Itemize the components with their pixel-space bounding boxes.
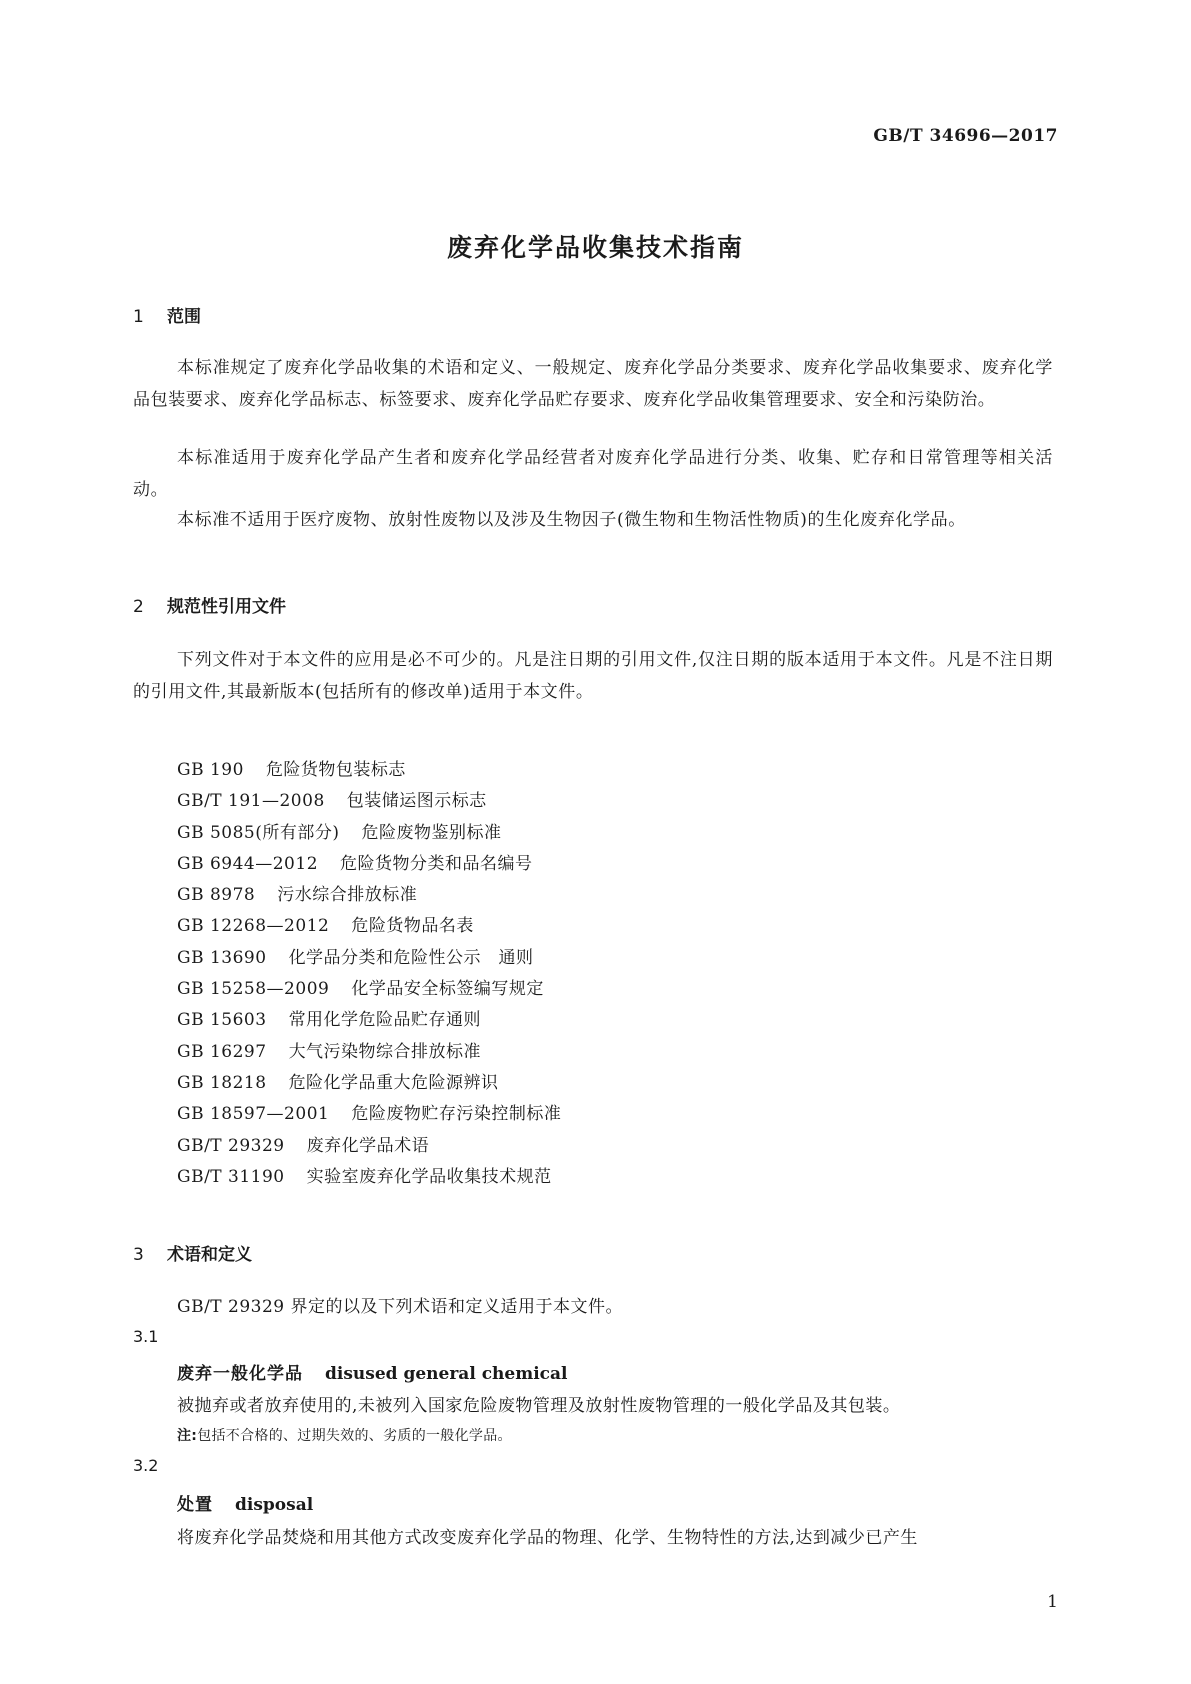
reference-item	[177, 1068, 561, 1099]
reference-code: GB/T 31190	[177, 1166, 285, 1187]
reference-title: 污水综合排放标准	[277, 885, 418, 906]
reference-code: GB 18218	[177, 1072, 267, 1093]
reference-code: GB/T 29329	[177, 1135, 285, 1156]
scope-paragraph-2: 本标准适用于废弃化学品产生者和废弃化学品经营者对废弃化学品进行分类、收集、贮存和日常管理等相关活动。	[133, 448, 1053, 500]
scope-paragraph-3: 本标准不适用于医疗废物、放射性废物以及涉及生物因子(微生物和生物活性物质)的生化废弃化学品。	[177, 510, 966, 530]
term-note	[177, 1425, 512, 1445]
reference-item	[177, 943, 561, 974]
reference-item	[177, 1037, 561, 1068]
scope-paragraph-1: 本标准规定了废弃化学品收集的术语和定义、一般规定、废弃化学品分类要求、废弃化学品收集要求、废弃化学品包装要求、废弃化学品标志、标签要求、废弃化学品贮存要求、废弃化学品收集管理要求、安全和污染防治。	[133, 358, 1053, 410]
reference-title: 包装储运图示标志	[346, 791, 487, 812]
reference-code: GB 13690	[177, 947, 267, 968]
reference-item	[177, 818, 561, 849]
reference-code: GB 15603	[177, 1010, 267, 1031]
section-number: 2	[133, 597, 144, 617]
reference-code: GB 12268—2012	[177, 916, 330, 937]
page-number: 1	[1047, 1592, 1058, 1612]
reference-list	[177, 755, 561, 1193]
reference-item	[177, 911, 561, 942]
section-title: 规范性引用文件	[167, 597, 286, 617]
section-title: 范围	[167, 307, 201, 327]
section-3-heading	[133, 1240, 252, 1265]
section-title: 术语和定义	[167, 1245, 252, 1265]
reference-title: 危险货物包装标志	[265, 760, 406, 780]
term-english: disused general chemical	[325, 1364, 568, 1384]
note-text: 包括不合格的、过期失效的、劣质的一般化学品。	[197, 1428, 512, 1444]
reference-title: 危险货物品名表	[351, 916, 474, 937]
section-number: 1	[133, 307, 144, 327]
term-definition: 被抛弃或者放弃使用的,未被列入国家危险废物管理及放射性废物管理的一般化学品及其包装。	[177, 1396, 901, 1416]
reference-code: GB 5085(所有部分)	[177, 822, 340, 843]
reference-title: 废弃化学品术语	[306, 1135, 430, 1156]
reference-code: GB 190	[177, 760, 244, 780]
term-chinese: 处置	[177, 1495, 213, 1515]
term-number: 3.2	[133, 1456, 159, 1475]
reference-code: GB 18597—2001	[177, 1104, 330, 1125]
reference-title: 实验室废弃化学品收集技术规范	[306, 1166, 552, 1187]
reference-code: GB/T 191—2008	[177, 791, 325, 812]
reference-item	[177, 755, 561, 786]
reference-code: GB 15258—2009	[177, 979, 330, 1000]
reference-title: 常用化学危险品贮存通则	[288, 1010, 482, 1031]
reference-code: GB 8978	[177, 885, 256, 906]
reference-code: GB 16297	[177, 1041, 267, 1062]
reference-item	[177, 1005, 561, 1036]
reference-title: 危险废物鉴别标准	[361, 822, 502, 843]
standard-code: GB/T 34696—2017	[873, 126, 1058, 146]
reference-title: 危险废物贮存污染控制标准	[351, 1104, 562, 1125]
section-2-heading	[133, 592, 286, 617]
reference-title: 危险货物分类和品名编号	[340, 853, 533, 874]
term-heading	[177, 1490, 313, 1515]
term-heading	[177, 1359, 568, 1384]
document-title: 废弃化学品收集技术指南	[446, 233, 744, 262]
reference-title: 化学品分类和危险性公示 通则	[288, 947, 534, 968]
reference-code: GB 6944—2012	[177, 853, 319, 874]
reference-item	[177, 1131, 561, 1162]
section-number: 3	[133, 1245, 144, 1265]
reference-item	[177, 880, 561, 911]
terms-intro: GB/T 29329 界定的以及下列术语和定义适用于本文件。	[177, 1297, 624, 1317]
term-definition: 将废弃化学品焚烧和用其他方式改变废弃化学品的物理、化学、生物特性的方法,达到减少已产生	[177, 1528, 918, 1548]
reference-item	[177, 974, 561, 1005]
reference-title: 化学品安全标签编写规定	[351, 979, 544, 1000]
reference-title: 大气污染物综合排放标准	[288, 1041, 482, 1062]
reference-item	[177, 849, 561, 880]
reference-title: 危险化学品重大危险源辨识	[288, 1072, 499, 1093]
note-label: 注:	[177, 1428, 198, 1444]
references-intro: 下列文件对于本文件的应用是必不可少的。凡是注日期的引用文件,仅注日期的版本适用于本文件。凡是不注日期的引用文件,其最新版本(包括所有的修改单)适用于本文件。	[133, 650, 1053, 702]
reference-item	[177, 1162, 561, 1193]
reference-item	[177, 1099, 561, 1130]
term-chinese: 废弃一般化学品	[177, 1364, 303, 1384]
section-1-heading	[133, 302, 201, 327]
term-english: disposal	[235, 1495, 314, 1515]
term-number: 3.1	[133, 1327, 159, 1346]
reference-item	[177, 786, 561, 817]
